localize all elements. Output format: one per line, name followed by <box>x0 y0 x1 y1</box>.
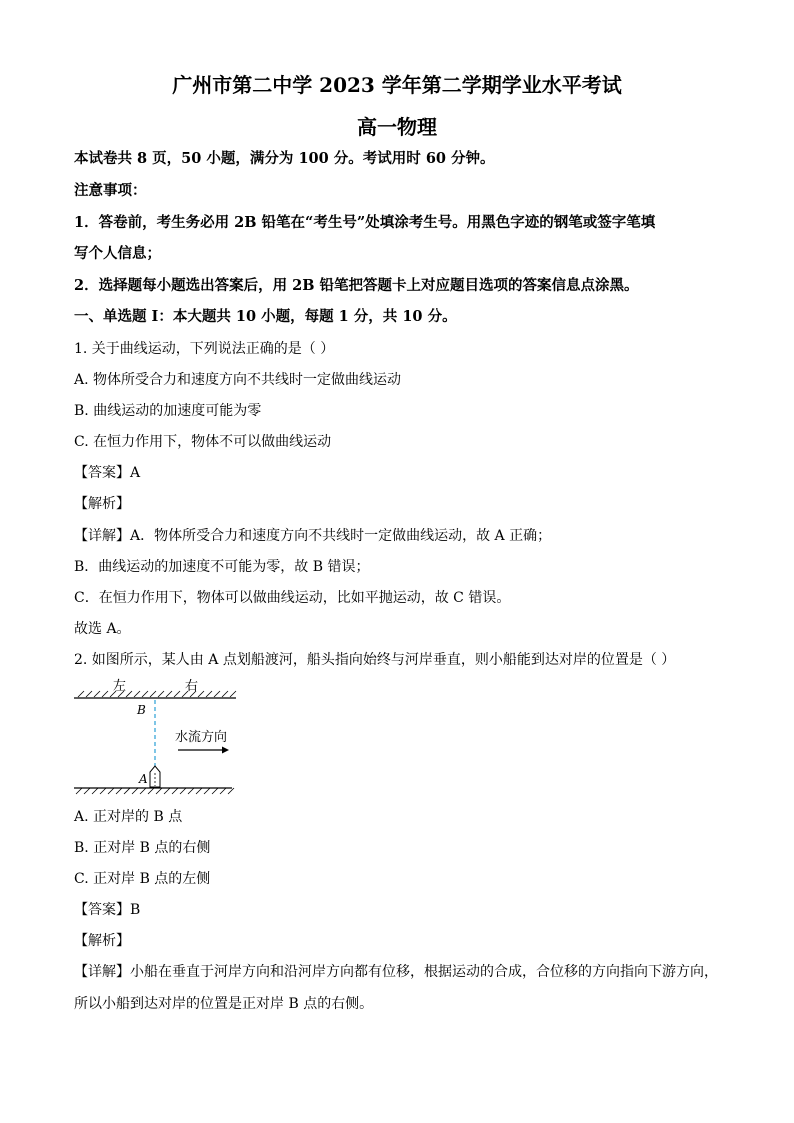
question-1-option-a: A. 物体所受合力和速度方向不共线时一定做曲线运动 <box>74 372 402 388</box>
notes-heading: 注意事项： <box>74 182 147 199</box>
question-2-option-a: A. 正对岸的 B 点 <box>74 809 183 825</box>
question-2-option-c: C. 正对岸 B 点的左侧 <box>74 871 211 887</box>
question-2-analysis-label: 【解析】 <box>74 933 130 949</box>
note-2: 2．选择题每小题选出答案后，用 2B 铅笔把答题卡上对应题目选项的答案信息点涂黑。 <box>74 277 639 294</box>
question-1-conclusion: 故选 A。 <box>74 621 131 637</box>
river-crossing-diagram <box>72 674 242 800</box>
exam-title: 广州市第二中学 2023 学年第二学期学业水平考试 <box>172 73 622 97</box>
intro-line: 本试卷共 8 页，50 小题，满分为 100 分。考试用时 60 分钟。 <box>74 150 495 167</box>
question-2-stem: 2. 如图所示，某人由 A 点划船渡河，船头指向始终与河岸垂直，则小船能到达对岸的位置是（ ） <box>74 652 676 668</box>
point-a-label: A <box>139 772 148 786</box>
question-1-detail-1: 【详解】A．物体所受合力和速度方向不共线时一定做曲线运动，故 A 正确； <box>74 528 552 544</box>
question-1-analysis-label: 【解析】 <box>74 496 130 512</box>
question-1-answer: 【答案】A <box>74 465 141 481</box>
question-1-stem: 1. 关于曲线运动，下列说法正确的是（ ） <box>74 341 335 357</box>
exam-subject: 高一物理 <box>357 115 437 139</box>
question-2-option-b: B. 正对岸 B 点的右侧 <box>74 840 211 856</box>
question-1-option-c: C. 在恒力作用下，物体不可以做曲线运动 <box>74 434 332 450</box>
question-1-detail-3: C．在恒力作用下，物体可以做曲线运动，比如平抛运动，故 C 错误。 <box>74 590 511 606</box>
question-1-option-b: B. 曲线运动的加速度可能为零 <box>74 403 262 419</box>
point-b-label: B <box>137 703 146 717</box>
question-2-detail-1: 【详解】小船在垂直于河岸方向和沿河岸方向都有位移，根据运动的合成，合位移的方向指向下游方向， <box>74 964 718 980</box>
question-1-detail-2: B．曲线运动的加速度不可能为零，故 B 错误； <box>74 559 370 575</box>
section-heading: 一、单选题 I：本大题共 10 小题，每题 1 分，共 10 分。 <box>74 308 457 325</box>
left-bank-label: 左 <box>113 679 127 694</box>
note-1-line-2: 写个人信息； <box>74 245 161 262</box>
note-1-line-1: 1．答卷前，考生务必用 2B 铅笔在“考生号”处填涂考生号。用黑色字迹的钢笔或签字笔填 <box>74 214 656 231</box>
question-2-detail-2: 所以小船到达对岸的位置是正对岸 B 点的右侧。 <box>74 996 374 1012</box>
right-bank-label: 右 <box>185 679 199 694</box>
water-flow-label: 水流方向 <box>175 730 228 745</box>
question-2-answer: 【答案】B <box>74 902 141 918</box>
